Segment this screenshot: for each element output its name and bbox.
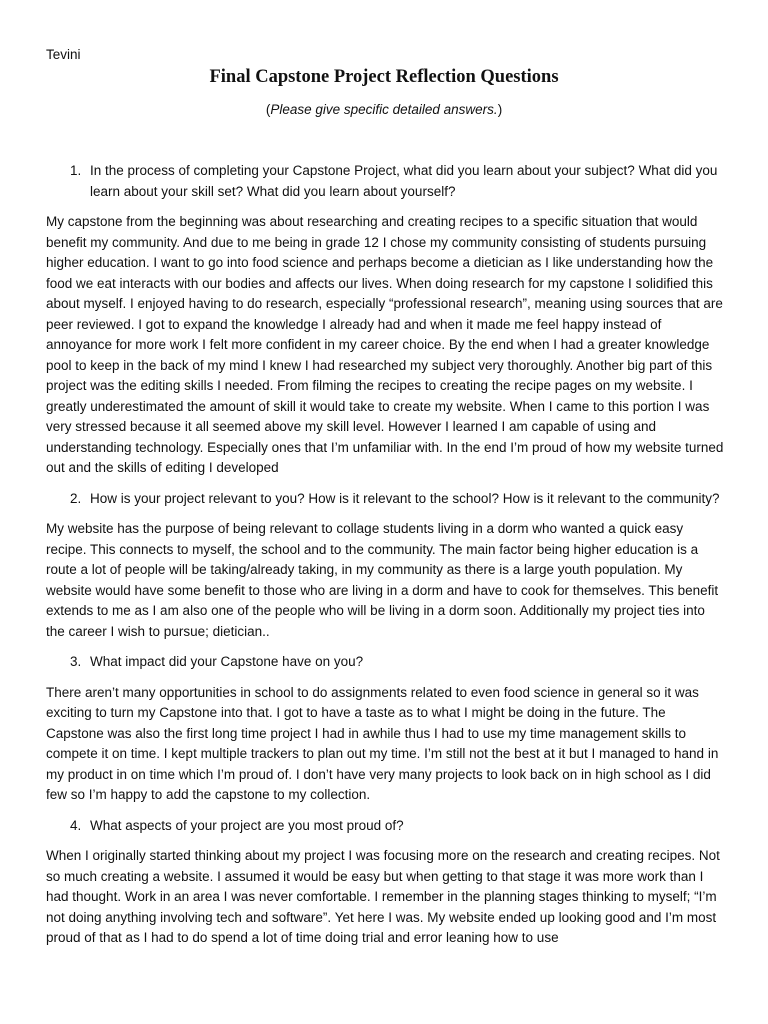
author-name: Tevini: [46, 47, 81, 62]
question-4-text: What aspects of your project are you most proud of?: [90, 817, 404, 833]
question-2-text: How is your project relevant to you? How is it relevant to the school? How is it relevant to the community?: [90, 490, 720, 506]
question-3-text: What impact did your Capstone have on you?: [90, 654, 364, 669]
question-2: [46, 489, 726, 510]
question-2-number: 2.: [70, 490, 82, 506]
answer-1: My capstone from the beginning was about researching and creating recipes to a specific situation that would benefit my community. And due to me being in grade 12 I chose my community consisting of students pursuing higher education. I want to go into food science and perhaps become a dietician as I like understanding how the food we eat interacts with our bodies and affects our lives. When doing research for my capstone I solidified this about myself. I enjoyed having to do research, especially “professional research”, meaning using sources that are peer reviewed. I got to expand the knowledge I already had and when it made me feel happy instead of annoyance for more work I felt more confident in my career choice. By the end when I had a greater knowledge pool to keep in the back of my mind I knew I had researched my subject very thoroughly. Another big part of this project was the editing skills I needed. From filming the recipes to creating the recipe pages on my website. I greatly underestimated the amount of skill it would take to create my website. When I came to this portion I was very stressed because it all seemed above my skill level. However I learned I am capable of using and understanding technology. Especially ones that I’m unfamiliar with. In the end I’m proud of how my website turned out and the skills of editing I developed: [46, 214, 724, 475]
subtitle-instruction: Please give specific detailed answers.: [270, 102, 498, 117]
document-title: Final Capstone Project Reflection Questions: [209, 67, 559, 87]
question-1-number: 1.: [70, 163, 82, 178]
document-subtitle: [0, 100, 768, 120]
question-4: [46, 816, 726, 837]
question-3-number: 3.: [70, 654, 82, 669]
answer-4: When I originally started thinking about my project I was focusing more on the research and creating recipes. Not so much creating a website. I assumed it would be easy but when getting to that stage it was more work than I had thought. Work in an area I was never comfortable. I remember in the planning stages thinking to myself; “I’m not doing anything involving tech and software”. Yet here I was. My website ended up looking good and I’m most proud of that as I had to do spend a lot of time doing trial and error leaning how to use: [46, 848, 720, 945]
question-3: [46, 652, 726, 673]
question-4-number: 4.: [70, 817, 82, 833]
question-1: [46, 161, 726, 202]
document-body: [46, 161, 726, 959]
answer-3: There aren’t many opportunities in school to do assignments related to even food science in general so it was exciting to turn my Capstone into that. I got to have a taste as to what I might be doing in the future. The Capstone was also the first long time project I had in awhile thus I had to use my time management skills to compete it on time. I kept multiple trackers to plan out my time. I’m still not the best at it but I managed to hand in my product in on time which I’m proud of. I don’t have very many projects to look back on in high school as I did few so I’m happy to add the capstone to my collection.: [46, 684, 719, 802]
question-1-text: In the process of completing your Capstone Project, what did you learn about your subject? What did you learn about your skill set? What did you learn about yourself?: [90, 163, 718, 199]
subtitle-close-paren: ): [497, 102, 503, 117]
subtitle-open-paren: (: [265, 102, 271, 117]
answer-2: My website has the purpose of being relevant to collage students living in a dorm who wanted a quick easy recipe. This connects to myself, the school and to the community. The main factor being higher education is a route a lot of people will be taking/already taking, in my community as there is a large youth population. My website would have some benefit to those who are living in a dorm and have to cook for themselves. This benefit extends to me as I am also one of the people who will be living in a dorm soon. Additionally my project ties into the career I wish to pursue; dietician..: [46, 521, 719, 639]
